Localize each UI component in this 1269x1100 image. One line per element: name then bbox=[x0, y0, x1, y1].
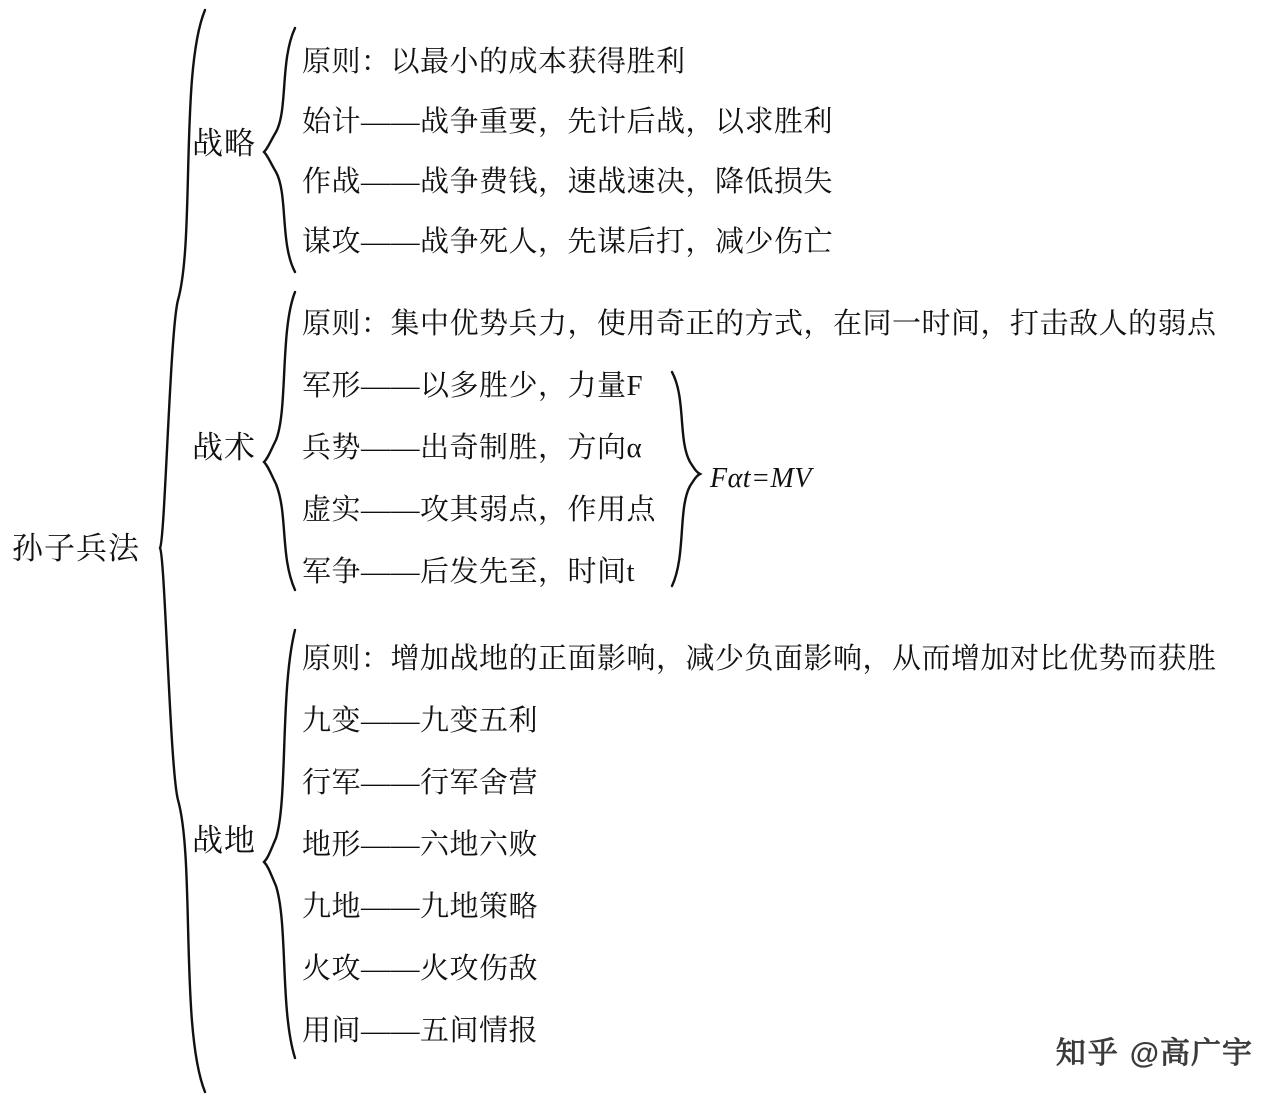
leaf-tactics-4: 虚实——攻其弱点，作用点 bbox=[302, 494, 657, 526]
leaf-strategy-2: 始计——战争重要，先计后战，以求胜利 bbox=[302, 106, 834, 138]
root-brace bbox=[160, 10, 205, 1092]
leaf-tactics-2: 军形——以多胜少，力量F bbox=[302, 370, 644, 402]
leaf-strategy-4: 谋攻——战争死人，先谋后打，减少伤亡 bbox=[302, 226, 834, 258]
leaf-strategy-3: 作战——战争费钱，速战速决，降低损失 bbox=[302, 166, 834, 198]
formula-brace bbox=[672, 372, 700, 586]
branch-label-tactics: 战术 bbox=[192, 430, 256, 465]
leaf-field-7: 用间——五间情报 bbox=[302, 1015, 539, 1047]
leaf-field-6: 火攻——火攻伤敌 bbox=[302, 953, 539, 985]
branch-label-field: 战地 bbox=[192, 823, 256, 858]
leaf-field-4: 地形——六地六败 bbox=[302, 829, 539, 861]
leaf-strategy-1: 原则：以最小的成本获得胜利 bbox=[302, 46, 686, 78]
root-node-label: 孙子兵法 bbox=[12, 531, 140, 566]
formula-label: Fαt=MV bbox=[710, 463, 812, 494]
leaf-tactics-3: 兵势——出奇制胜，方向α bbox=[302, 432, 643, 464]
field-brace bbox=[264, 630, 295, 1058]
watermark-handle: @高广宇 bbox=[1129, 1037, 1253, 1070]
leaf-field-1: 原则：增加战地的正面影响，减少负面影响，从而增加对比优势而获胜 bbox=[302, 643, 1217, 675]
leaf-field-5: 九地——九地策略 bbox=[302, 891, 539, 923]
strategy-brace bbox=[264, 28, 295, 272]
leaf-field-3: 行军——行军舍营 bbox=[302, 767, 539, 799]
branch-label-strategy: 战略 bbox=[192, 126, 256, 161]
zhihu-logo-text: 知乎 bbox=[1055, 1037, 1120, 1070]
leaf-tactics-1: 原则：集中优势兵力，使用奇正的方式，在同一时间，打击敌人的弱点 bbox=[302, 308, 1217, 340]
leaf-tactics-5: 军争——后发先至，时间t bbox=[302, 556, 636, 588]
leaf-field-2: 九变——九变五利 bbox=[302, 705, 539, 737]
tactics-brace bbox=[264, 292, 295, 590]
watermark bbox=[1056, 1028, 1253, 1072]
